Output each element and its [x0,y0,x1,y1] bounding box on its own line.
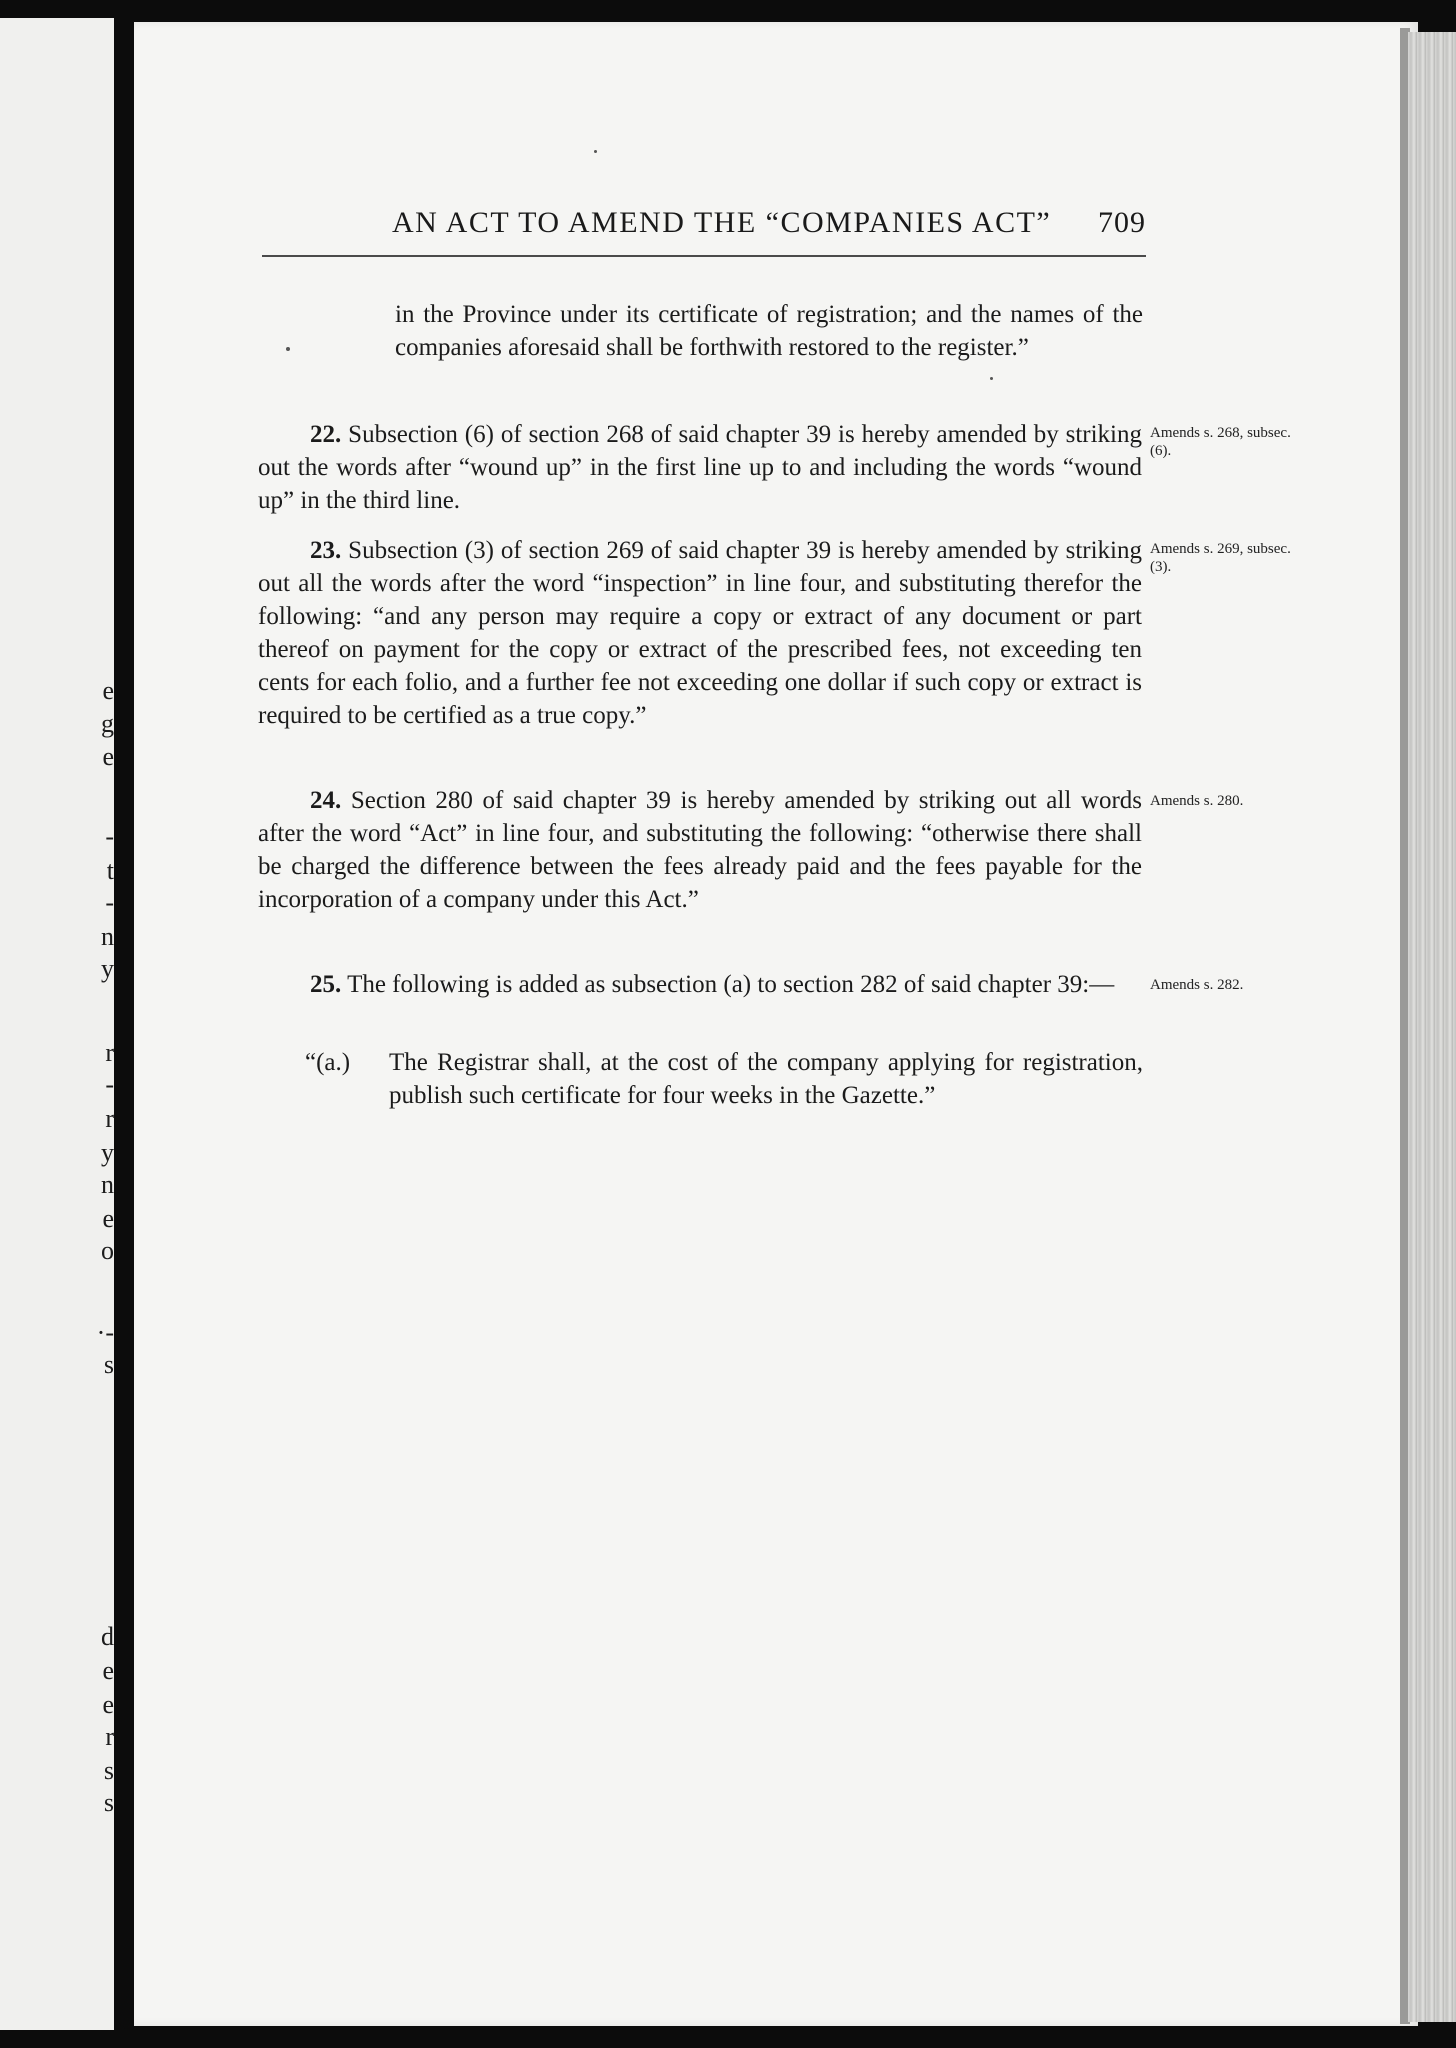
previous-page-edge [0,18,114,2030]
section-text: Section 280 of said chapter 39 is hereby amended by striking out all words after the word “Act” in line four, and substituting the following: “otherwise there shall be charged the difference between the fees already paid and the fees payable for the incorporation of a company under this Act.” [258,787,1142,913]
running-head [392,206,1146,246]
section-number: 23. [310,537,342,564]
previous-page-fragment: - [105,822,114,851]
running-head-title: AN ACT TO AMEND THE “COMPANIES ACT” [392,206,1052,239]
section-text: Subsection (6) of section 268 of said chapter 39 is hereby amended by striking out the words after “wound up” in the first line up to and including the words “wound up” in the third line. [258,421,1143,514]
section-text: Subsection (3) of section 269 of said chapter 39 is hereby amended by striking out all the words after the word “inspection” in line four, and substituting therefor the following: “and any person may require a copy or extract of any document or part thereof on payment for the copy or extract of the prescribed fees, not exceeding ten cents for each folio, and a further fee not exceeding one dollar if such copy or extract is required to be certified as a true copy.” [258,537,1143,729]
section-23 [258,534,1142,732]
previous-page-fragment: e [102,1656,114,1685]
section-22 [258,418,1142,517]
section-24 [258,784,1142,916]
sidenote-section-25: Amends s. 282. [1150,977,1244,993]
page-number: 709 [1098,206,1146,239]
scan-speck [286,347,290,351]
previous-page-fragment: s [103,1788,114,1817]
previous-page-fragment: r [105,1104,114,1133]
previous-page-fragment: - [105,888,114,917]
quoted-subsection-text: The Registrar shall, at the cost of the company applying for registration, publish such certificate for four weeks in the Gazette.” [389,1049,1143,1109]
section-text: The following is added as subsection (a) to section 282 of said chapter 39:— [347,971,1115,998]
previous-page-fragment: g [101,709,114,738]
previous-page-fragment: e [102,1690,114,1719]
section-25 [258,968,1142,1001]
previous-page-fragment: t [106,856,114,885]
previous-page-fragment: n [101,1170,114,1199]
sidenote-section-23: Amends s. 269, subsec. (3). [1150,541,1291,575]
previous-page-fragment: o [101,1236,114,1265]
section-number: 22. [310,421,342,448]
scan-speck [594,150,597,153]
sidenote-section-22: Amends s. 268, subsec. (6). [1150,425,1291,459]
section-number: 24. [310,787,342,814]
previous-page-fragment: n [101,922,114,951]
previous-page-fragment: - [105,1070,114,1099]
header-rule [262,255,1146,257]
previous-page-fragment: y [101,1138,114,1167]
quoted-subsection-label: “(a.) [305,1049,351,1076]
previous-page-fragment: e [102,1204,114,1233]
section-number: 25. [310,971,342,998]
sidenote-section-24: Amends s. 280. [1150,793,1244,809]
previous-page-fragment: e [102,676,114,705]
previous-page-fragment: ·- [96,1318,114,1347]
stacked-page-edges [1408,32,1456,2022]
previous-page-fragment: d [101,1622,114,1651]
scan-speck [990,377,993,380]
previous-page-fragment: y [101,954,114,983]
previous-page-fragment: r [105,1038,114,1067]
previous-page-fragment: e [102,742,114,771]
previous-page-fragment: s [103,1756,114,1785]
continued-paragraph: in the Province under its certificate of registration; and the names of the companies aforesaid shall be forthwith restored to the register.” [395,301,1143,361]
previous-page-fragment: r [105,1722,114,1751]
previous-page-fragment: s [103,1350,114,1379]
